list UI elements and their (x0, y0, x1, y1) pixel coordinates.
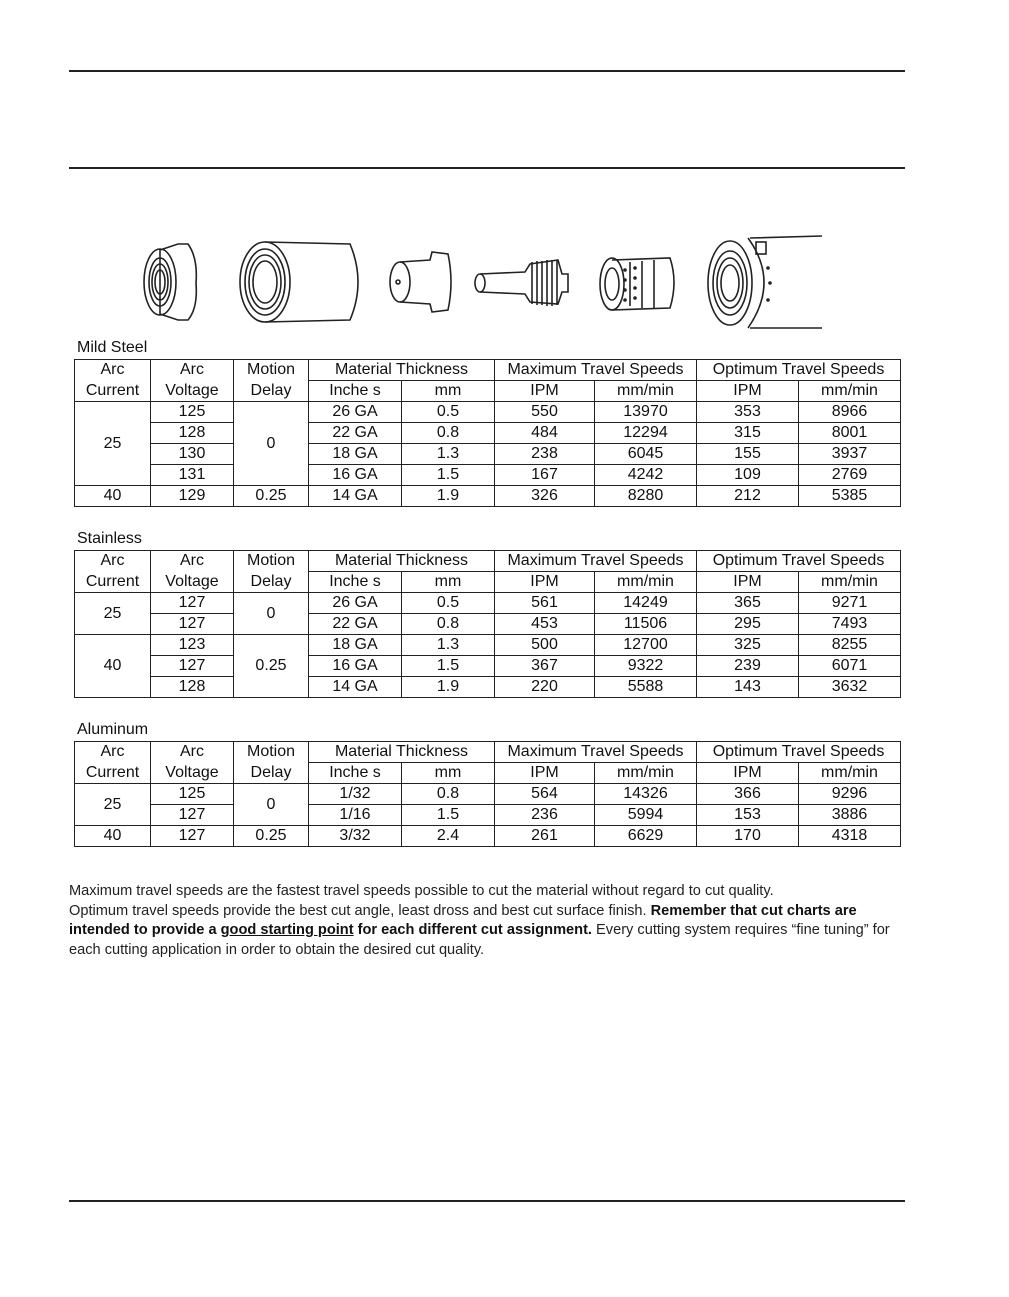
cell-max-mm: 5994 (595, 805, 697, 826)
cell-opt-ipm: 212 (697, 486, 799, 507)
cell-max-ipm: 236 (495, 805, 595, 826)
cell-opt-mm: 8001 (799, 423, 901, 444)
cell-voltage: 125 (151, 402, 234, 423)
header-motion: Motion (234, 551, 309, 572)
cell-opt-mm: 5385 (799, 486, 901, 507)
cell-inches: 14 GA (309, 677, 402, 698)
cell-mm: 0.8 (402, 423, 495, 444)
cell-max-mm: 6629 (595, 826, 697, 847)
cell-current: 40 (75, 486, 151, 507)
cell-opt-ipm: 365 (697, 593, 799, 614)
cell-max-mm: 12294 (595, 423, 697, 444)
header-mm: mm (402, 763, 495, 784)
header-ipm: IPM (697, 572, 799, 593)
header-mm-min: mm/min (595, 381, 697, 402)
table-row (75, 805, 901, 826)
header-ipm: IPM (697, 763, 799, 784)
cell-opt-mm: 4318 (799, 826, 901, 847)
header-rule (69, 167, 905, 169)
header-mm: mm (402, 381, 495, 402)
cell-opt-mm: 6071 (799, 656, 901, 677)
cell-max-ipm: 220 (495, 677, 595, 698)
header-voltage: Voltage (151, 572, 234, 593)
cell-opt-ipm: 143 (697, 677, 799, 698)
cell-current: 25 (75, 402, 151, 486)
header-mm-min: mm/min (799, 572, 901, 593)
cell-opt-ipm: 109 (697, 465, 799, 486)
cell-opt-ipm: 155 (697, 444, 799, 465)
cell-max-ipm: 167 (495, 465, 595, 486)
cell-voltage: 123 (151, 635, 234, 656)
table-row (75, 444, 901, 465)
cell-opt-ipm: 353 (697, 402, 799, 423)
header-delay: Delay (234, 381, 309, 402)
table-row (75, 423, 901, 444)
table-row (75, 635, 901, 656)
cell-voltage: 130 (151, 444, 234, 465)
header-arc-voltage: Arc (151, 360, 234, 381)
cell-max-mm: 5588 (595, 677, 697, 698)
header-arc-voltage: Arc (151, 551, 234, 572)
table-row (75, 465, 901, 486)
cell-opt-mm: 3937 (799, 444, 901, 465)
cell-opt-mm: 7493 (799, 614, 901, 635)
header-material-thickness: Material Thickness (309, 742, 495, 763)
header-max-speeds: Maximum Travel Speeds (495, 742, 697, 763)
header-voltage: Voltage (151, 381, 234, 402)
cell-current: 25 (75, 593, 151, 635)
header-opt-speeds: Optimum Travel Speeds (697, 551, 901, 572)
header-delay: Delay (234, 763, 309, 784)
note-line-1: Maximum travel speeds are the fastest travel speeds possible to cut the material without regard to cut quality. (69, 883, 774, 899)
note-underline: good starting point (220, 922, 354, 938)
table-row (75, 402, 901, 423)
cell-mm: 0.8 (402, 784, 495, 805)
shield-cap-icon (144, 244, 196, 320)
note-line-2: Optimum travel speeds provide the best cut angle, least dross and best cut surface finish. (69, 902, 651, 919)
header-arc: Arc (75, 360, 151, 381)
cell-delay: 0.25 (234, 486, 309, 507)
cell-max-mm: 11506 (595, 614, 697, 635)
top-rule (69, 70, 905, 72)
cell-max-ipm: 484 (495, 423, 595, 444)
header-ipm: IPM (495, 572, 595, 593)
table-row (75, 593, 901, 614)
cell-mm: 1.5 (402, 465, 495, 486)
cell-opt-ipm: 295 (697, 614, 799, 635)
cell-voltage: 127 (151, 805, 234, 826)
cell-opt-mm: 9271 (799, 593, 901, 614)
header-inches: Inche s (309, 572, 402, 593)
aluminum-title: Aluminum (77, 721, 149, 738)
stainless-table (74, 550, 901, 698)
header-mm-min: mm/min (799, 763, 901, 784)
cell-voltage: 127 (151, 614, 234, 635)
header-current: Current (75, 381, 151, 402)
cell-delay: 0 (234, 402, 309, 486)
table-row (75, 486, 901, 507)
header-material-thickness: Material Thickness (309, 551, 495, 572)
header-ipm: IPM (697, 381, 799, 402)
mild-steel-table (74, 359, 901, 507)
table-row (75, 784, 901, 805)
cell-voltage: 125 (151, 784, 234, 805)
cell-inches: 26 GA (309, 402, 402, 423)
table-row (75, 614, 901, 635)
cell-max-ipm: 367 (495, 656, 595, 677)
mild-steel-title: Mild Steel (77, 339, 148, 356)
cell-delay: 0 (234, 593, 309, 635)
header-current: Current (75, 763, 151, 784)
cell-mm: 0.5 (402, 402, 495, 423)
footer-rule (69, 1200, 905, 1202)
header-mm-min: mm/min (799, 381, 901, 402)
cell-current: 25 (75, 784, 151, 826)
retaining-cup-icon (240, 242, 358, 322)
table-row (75, 677, 901, 698)
cell-max-mm: 9322 (595, 656, 697, 677)
swirl-ring-icon (600, 258, 674, 310)
cut-chart-note (69, 882, 909, 960)
consumable-parts-illustration (130, 228, 830, 338)
cell-mm: 1.9 (402, 677, 495, 698)
stainless-title: Stainless (77, 530, 142, 547)
cell-delay: 0.25 (234, 826, 309, 847)
cell-inches: 16 GA (309, 656, 402, 677)
cell-delay: 0.25 (234, 635, 309, 698)
header-material-thickness: Material Thickness (309, 360, 495, 381)
table-row (75, 826, 901, 847)
cell-inches: 14 GA (309, 486, 402, 507)
cell-voltage: 129 (151, 486, 234, 507)
cell-inches: 3/32 (309, 826, 402, 847)
cell-opt-mm: 3632 (799, 677, 901, 698)
header-max-speeds: Maximum Travel Speeds (495, 551, 697, 572)
table-row (75, 656, 901, 677)
cell-inches: 18 GA (309, 444, 402, 465)
cell-max-mm: 4242 (595, 465, 697, 486)
cell-opt-ipm: 366 (697, 784, 799, 805)
header-max-speeds: Maximum Travel Speeds (495, 360, 697, 381)
cell-opt-ipm: 325 (697, 635, 799, 656)
cell-mm: 0.8 (402, 614, 495, 635)
cell-delay: 0 (234, 784, 309, 826)
torch-head-icon (708, 236, 822, 328)
cell-voltage: 127 (151, 593, 234, 614)
header-inches: Inche s (309, 763, 402, 784)
header-mm: mm (402, 572, 495, 593)
cell-opt-mm: 3886 (799, 805, 901, 826)
note-bold-a: Remember that cut charts are intended to provide a (69, 902, 857, 938)
cell-opt-mm: 8255 (799, 635, 901, 656)
header-motion: Motion (234, 742, 309, 763)
header-mm-min: mm/min (595, 572, 697, 593)
cell-inches: 22 GA (309, 423, 402, 444)
cell-opt-ipm: 315 (697, 423, 799, 444)
header-opt-speeds: Optimum Travel Speeds (697, 360, 901, 381)
cell-opt-ipm: 170 (697, 826, 799, 847)
cell-inches: 1/16 (309, 805, 402, 826)
cell-voltage: 128 (151, 677, 234, 698)
cell-mm: 1.3 (402, 444, 495, 465)
cell-voltage: 127 (151, 656, 234, 677)
header-motion: Motion (234, 360, 309, 381)
cell-inches: 1/32 (309, 784, 402, 805)
cell-inches: 18 GA (309, 635, 402, 656)
cell-max-mm: 14326 (595, 784, 697, 805)
cell-max-ipm: 561 (495, 593, 595, 614)
cell-max-mm: 8280 (595, 486, 697, 507)
header-ipm: IPM (495, 381, 595, 402)
cell-max-mm: 6045 (595, 444, 697, 465)
cell-mm: 1.5 (402, 656, 495, 677)
cell-max-ipm: 238 (495, 444, 595, 465)
header-mm-min: mm/min (595, 763, 697, 784)
header-ipm: IPM (495, 763, 595, 784)
cell-inches: 16 GA (309, 465, 402, 486)
cell-current: 40 (75, 826, 151, 847)
header-arc: Arc (75, 551, 151, 572)
cell-max-ipm: 453 (495, 614, 595, 635)
cell-mm: 1.9 (402, 486, 495, 507)
cell-max-mm: 12700 (595, 635, 697, 656)
cell-opt-mm: 2769 (799, 465, 901, 486)
cell-voltage: 131 (151, 465, 234, 486)
cell-mm: 2.4 (402, 826, 495, 847)
cell-inches: 26 GA (309, 593, 402, 614)
cell-max-ipm: 500 (495, 635, 595, 656)
note-bold-b: for each different cut assignment. (353, 922, 592, 938)
cell-opt-ipm: 153 (697, 805, 799, 826)
header-voltage: Voltage (151, 763, 234, 784)
header-arc: Arc (75, 742, 151, 763)
cell-max-ipm: 326 (495, 486, 595, 507)
cell-max-mm: 13970 (595, 402, 697, 423)
electrode-icon (475, 260, 568, 306)
cell-max-ipm: 564 (495, 784, 595, 805)
cell-max-mm: 14249 (595, 593, 697, 614)
header-current: Current (75, 572, 151, 593)
cell-opt-mm: 8966 (799, 402, 901, 423)
cell-mm: 0.5 (402, 593, 495, 614)
tip-icon (390, 252, 451, 312)
header-inches: Inche s (309, 381, 402, 402)
cell-max-ipm: 550 (495, 402, 595, 423)
cell-voltage: 127 (151, 826, 234, 847)
cell-opt-mm: 9296 (799, 784, 901, 805)
cell-voltage: 128 (151, 423, 234, 444)
cell-max-ipm: 261 (495, 826, 595, 847)
header-opt-speeds: Optimum Travel Speeds (697, 742, 901, 763)
note-tail: Every cutting system requires “fine tuning” for each cutting application in order to obtain the desired cut quality. (69, 922, 890, 958)
cell-mm: 1.5 (402, 805, 495, 826)
header-arc-voltage: Arc (151, 742, 234, 763)
aluminum-table (74, 741, 901, 847)
header-delay: Delay (234, 572, 309, 593)
cell-inches: 22 GA (309, 614, 402, 635)
cell-opt-ipm: 239 (697, 656, 799, 677)
cell-mm: 1.3 (402, 635, 495, 656)
cell-current: 40 (75, 635, 151, 698)
